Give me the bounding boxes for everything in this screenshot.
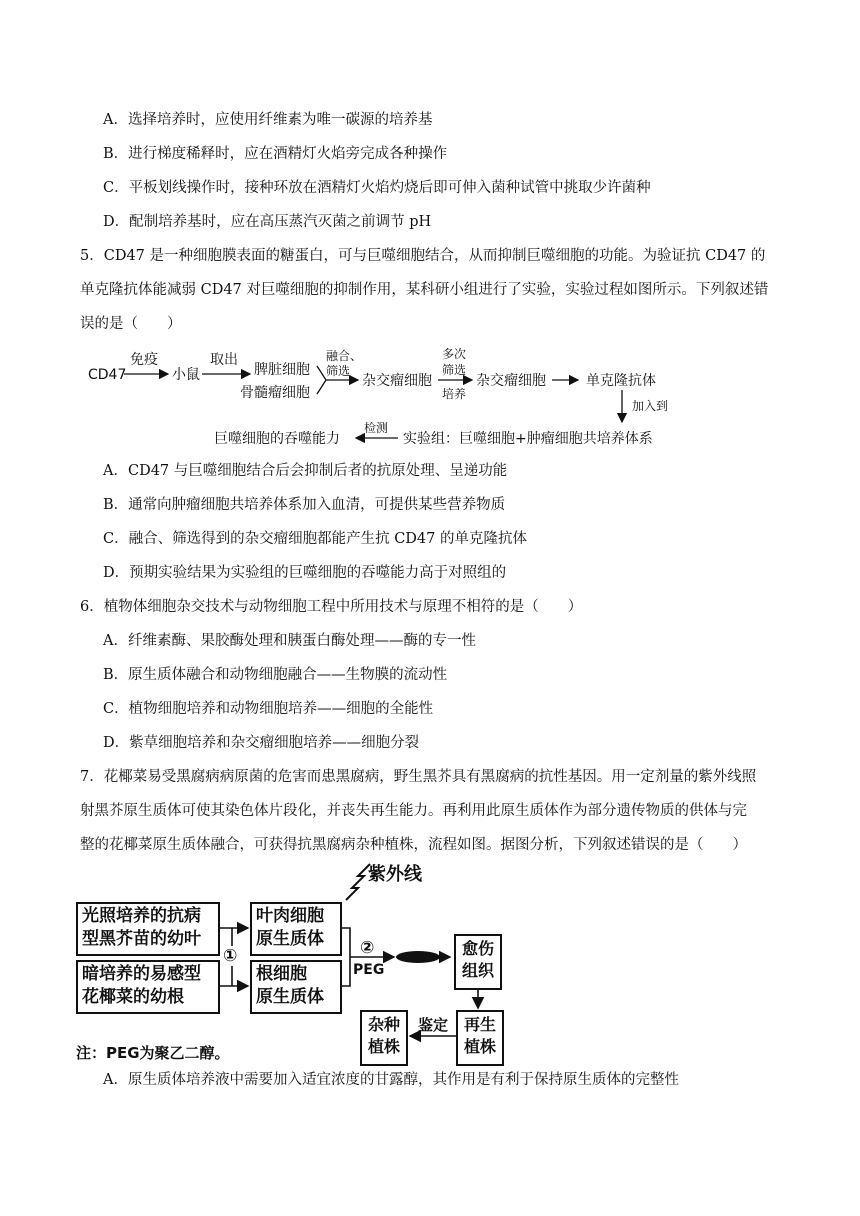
q7-callus-line-2: 组织 xyxy=(461,961,494,980)
q5-option-c: C．融合、筛选得到的杂交瘤细胞都能产生抗 CD47 的单克隆抗体 xyxy=(103,531,527,547)
q7-box-root-protoplast xyxy=(250,960,342,1014)
q7-box-cauliflower-root xyxy=(76,960,220,1014)
q5-extract-label: 取出 xyxy=(210,352,238,368)
q7-stem-line-3: 整的花椰菜原生质体融合，可获得抗黑腐病杂种植株，流程如图。据图分析，下列叙述错误的是（ ） xyxy=(80,837,747,853)
q7-box1-line-2: 型黑芥苗的幼叶 xyxy=(82,929,201,949)
q5-myeloma-label: 骨髓瘤细胞 xyxy=(240,385,310,401)
q7-option-a: A．原生质体培养液中需要加入适宜浓度的甘露醇，其作用是有利于保持原生质体的完整性 xyxy=(103,1072,679,1088)
q5-fuse-label-2: 筛选 xyxy=(326,364,351,378)
q7-identify-label: 鉴定 xyxy=(418,1016,449,1034)
q7-step-1: ① xyxy=(223,946,238,966)
q5-hybridoma-2: 杂交瘤细胞 xyxy=(476,373,546,389)
q6-option-c: C．植物细胞培养和动物细胞培养——细胞的全能性 xyxy=(103,701,434,717)
q7-box-black-mustard-leaf xyxy=(76,902,220,956)
q5-fuse-label-1: 融合、 xyxy=(326,349,363,363)
q7-box1-line-1: 光照培养的抗病 xyxy=(82,906,201,926)
q7-box-regenerated-plant xyxy=(456,1010,504,1066)
q4-option-a: A．选择培养时，应使用纤维素为唯一碳源的培养基 xyxy=(103,112,433,128)
q4-option-b: B．进行梯度稀释时，应在酒精灯火焰旁完成各种操作 xyxy=(103,146,448,162)
q7-uv-label: 紫外线 xyxy=(368,864,422,885)
q5-flow-diagram xyxy=(0,340,860,455)
q7-box4-line-1: 根细胞 xyxy=(256,964,307,984)
q5-stem-line-3: 误的是（ ） xyxy=(80,316,182,332)
q7-box4-line-2: 原生质体 xyxy=(256,987,324,1007)
q7-stem-line-2: 射黑芥原生质体可使其染色体片段化，并丧失再生能力。再利用此原生质体作为部分遗传物质的供体与完 xyxy=(80,803,747,819)
q6-option-d: D．紫草细胞培养和杂交瘤细胞培养——细胞分裂 xyxy=(103,735,420,751)
q5-immunize-label: 免疫 xyxy=(130,352,158,368)
q7-hybrid-line-1: 杂种 xyxy=(367,1015,400,1034)
q5-option-d: D．预期实验结果为实验组的巨噬细胞的吞噬能力高于对照组的 xyxy=(103,565,507,581)
q5-option-b: B．通常向肿瘤细胞共培养体系加入血清，可提供某些营养物质 xyxy=(103,497,506,513)
q5-spleen-label: 脾脏细胞 xyxy=(254,362,310,378)
q5-add-to-label: 加入到 xyxy=(632,399,669,413)
q7-regen-line-1: 再生 xyxy=(463,1015,496,1034)
q7-regen-line-2: 植株 xyxy=(463,1037,496,1056)
q6-option-a: A．纤维素酶、果胶酶处理和胰蛋白酶处理——酶的专一性 xyxy=(103,633,476,649)
q7-flow-diagram xyxy=(0,858,860,1068)
q7-box2-line-2: 花椰菜的幼根 xyxy=(82,987,184,1007)
q7-step-2: ② xyxy=(360,938,375,958)
q6-option-b: B．原生质体融合和动物细胞融合——生物膜的流动性 xyxy=(103,667,448,683)
q4-option-d: D．配制培养基时，应在高压蒸汽灭菌之前调节 pH xyxy=(103,214,432,230)
q5-exp-group-label: 实验组：巨噬细胞+肿瘤细胞共培养体系 xyxy=(403,431,653,447)
q5-hybridoma-1: 杂交瘤细胞 xyxy=(362,373,432,389)
q7-box-callus xyxy=(454,934,502,990)
q6-stem: 6．植物体细胞杂交技术与动物细胞工程中所用技术与原理不相符的是（ ） xyxy=(80,599,583,615)
q5-option-a: A．CD47 与巨噬细胞结合后会抑制后者的抗原处理、呈递功能 xyxy=(103,463,508,479)
q7-box-mesophyll-protoplast xyxy=(250,902,342,956)
q5-culture-label: 培养 xyxy=(442,387,467,401)
q5-stem-line-1: 5．CD47 是一种细胞膜表面的糖蛋白，可与巨噬细胞结合，从而抑制巨噬细胞的功能。为验证抗 CD47 的 xyxy=(80,248,766,264)
q5-detect-label: 检测 xyxy=(364,421,389,435)
q7-box-hybrid-plant xyxy=(360,1010,408,1066)
q7-callus-line-1: 愈伤 xyxy=(461,939,494,958)
q7-peg-label: PEG xyxy=(353,962,385,978)
q5-multi-label-2: 筛选 xyxy=(442,363,467,377)
q4-option-c: C．平板划线操作时，接种环放在酒精灯火焰灼烧后即可伸入菌种试管中挑取少许菌种 xyxy=(103,180,651,196)
q5-mouse-label: 小鼠 xyxy=(172,367,200,383)
q7-box2-line-1: 暗培养的易感型 xyxy=(82,964,201,984)
q5-mab-label: 单克隆抗体 xyxy=(586,373,656,389)
q7-box3-line-1: 叶肉细胞 xyxy=(256,906,324,926)
q7-hybrid-line-2: 植株 xyxy=(367,1037,400,1056)
q7-box3-line-2: 原生质体 xyxy=(256,929,324,949)
q7-note: 注：PEG为聚乙二醇。 xyxy=(76,1044,230,1062)
q5-stem-line-2: 单克隆抗体能减弱 CD47 对巨噬细胞的抑制作用，某科研小组进行了实验，实验过程如图所示。下列叙述错 xyxy=(80,282,769,298)
q5-phago-label: 巨噬细胞的吞噬能力 xyxy=(214,431,340,447)
q5-multi-label-1: 多次 xyxy=(442,347,467,361)
q7-stem-line-1: 7．花椰菜易受黑腐病病原菌的危害而患黑腐病，野生黑芥具有黑腐病的抗性基因。用一定剂量的紫外线照 xyxy=(80,769,757,785)
q5-cd47-label: CD47 xyxy=(88,367,127,383)
